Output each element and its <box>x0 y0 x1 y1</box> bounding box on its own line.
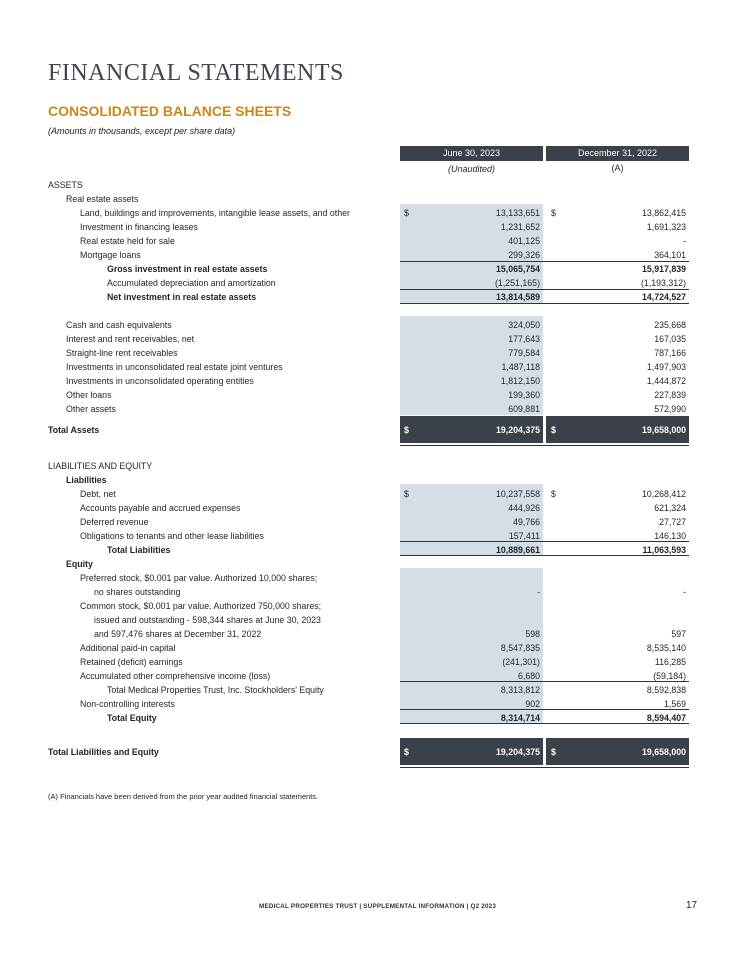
table-row <box>0 487 742 501</box>
row-label: LIABILITIES AND EQUITY <box>48 461 153 471</box>
value-dec-2022: 167,035 <box>654 334 686 344</box>
row-label: Deferred revenue <box>80 517 149 527</box>
column-sub-a: (A) <box>611 163 624 173</box>
footnote: (A) Financials have been derived from the prior year audited financial statements. <box>48 792 319 801</box>
value-june-2023: 49,766 <box>513 517 540 527</box>
table-row <box>0 318 742 332</box>
subtotal-rule <box>400 541 689 542</box>
value-dec-2022: 8,535,140 <box>646 643 686 653</box>
row-label: Investment in financing leases <box>80 222 198 232</box>
value-june-2023: 8,547,835 <box>500 643 540 653</box>
value-dec-2022: 1,444,872 <box>646 376 686 386</box>
value-dec-2022: - <box>683 236 686 246</box>
row-label: Total Liabilities <box>107 545 171 555</box>
row-label: Real estate held for sale <box>80 236 175 246</box>
row-label: Total Equity <box>107 713 157 723</box>
value-june-2023: 15,065,754 <box>495 264 540 274</box>
page-number: 17 <box>686 900 698 911</box>
table-row <box>0 192 742 206</box>
value-june-2023: 13,133,651 <box>495 208 540 218</box>
value-dec-2022: 1,569 <box>663 699 686 709</box>
row-label: Investments in unconsolidated real estate joint ventures <box>66 362 283 372</box>
table-row <box>0 613 742 627</box>
value-dec-2022: 227,839 <box>654 390 686 400</box>
units-note: (Amounts in thousands, except per share data) <box>48 126 236 136</box>
subtotal-rule <box>400 555 689 556</box>
row-label: Equity <box>66 559 93 569</box>
table-row <box>0 423 742 437</box>
value-june-2023: 1,487,118 <box>501 362 540 372</box>
value-june-2023: 598 <box>525 629 540 639</box>
value-dec-2022: 11,063,593 <box>642 545 686 555</box>
table-row <box>0 585 742 599</box>
value-dec-2022: 235,668 <box>654 320 686 330</box>
value-dec-2022: (1,193,312) <box>641 278 686 288</box>
value-june-2023: 10,889,661 <box>495 545 540 555</box>
table-row <box>0 360 742 374</box>
value-june-2023: (241,301) <box>502 657 540 667</box>
value-dec-2022: 116,285 <box>654 657 686 667</box>
row-label: Total Assets <box>48 425 100 435</box>
table-row <box>0 220 742 234</box>
table-row <box>0 346 742 360</box>
value-june-2023: - <box>537 587 540 597</box>
row-label: Gross investment in real estate assets <box>107 264 268 274</box>
value-june-2023: 177,643 <box>508 334 540 344</box>
table-row <box>0 557 742 571</box>
row-label: ASSETS <box>48 180 83 190</box>
subtotal-rule <box>400 261 689 262</box>
currency-symbol: $ <box>404 489 409 499</box>
row-label: Accumulated depreciation and amortization <box>107 278 276 288</box>
value-dec-2022: 597 <box>671 629 686 639</box>
table-row <box>0 459 742 473</box>
value-dec-2022: 15,917,839 <box>641 264 686 274</box>
value-june-2023: 199,360 <box>508 390 540 400</box>
table-row <box>0 374 742 388</box>
column-header-dec-2022: December 31, 2022 <box>546 146 689 161</box>
subtotal-rule <box>400 303 689 304</box>
table-row <box>0 655 742 669</box>
value-june-2023: 902 <box>525 699 540 709</box>
value-dec-2022: 13,862,415 <box>641 208 686 218</box>
value-dec-2022: 146,130 <box>654 531 686 541</box>
row-label: Other assets <box>66 404 116 414</box>
row-label: Accounts payable and accrued expenses <box>80 503 241 513</box>
value-june-2023: 19,204,375 <box>495 425 540 435</box>
row-label: Obligations to tenants and other lease liabilities <box>80 531 264 541</box>
double-rule <box>400 445 689 446</box>
table-row <box>0 178 742 192</box>
value-june-2023: (1,251,165) <box>495 278 540 288</box>
subtotal-rule <box>400 681 689 682</box>
page-title: FINANCIAL STATEMENTS <box>48 60 344 86</box>
row-label: Preferred stock, $0.001 par value. Authorized 10,000 shares; <box>80 573 318 583</box>
value-dec-2022: 8,592,838 <box>646 685 686 695</box>
row-label: Debt, net <box>80 489 116 499</box>
row-label: Additional paid-in capital <box>80 643 176 653</box>
subtotal-rule <box>400 709 689 710</box>
table-row <box>0 248 742 262</box>
row-label: issued and outstanding - 598,344 shares at June 30, 2023 <box>94 615 321 625</box>
value-dec-2022: - <box>683 587 686 597</box>
row-label: Net investment in real estate assets <box>107 292 257 302</box>
value-june-2023: 157,411 <box>508 531 540 541</box>
table-row <box>0 290 742 304</box>
currency-symbol: $ <box>551 747 556 757</box>
row-label: Common stock, $0.001 par value. Authorized 750,000 shares; <box>80 601 322 611</box>
table-row <box>0 627 742 641</box>
value-dec-2022: 19,658,000 <box>641 425 686 435</box>
value-dec-2022: (59,184) <box>653 671 686 681</box>
table-row <box>0 571 742 585</box>
value-dec-2022: 621,324 <box>654 503 686 513</box>
value-june-2023: 609,881 <box>508 404 540 414</box>
value-june-2023: 13,814,589 <box>495 292 540 302</box>
table-row <box>0 745 742 759</box>
table-row <box>0 515 742 529</box>
value-june-2023: 10,237,558 <box>495 489 540 499</box>
table-row <box>0 402 742 416</box>
row-label: Interest and rent receivables, net <box>66 334 195 344</box>
value-june-2023: 324,050 <box>508 320 540 330</box>
value-dec-2022: 10,268,412 <box>641 489 686 499</box>
value-june-2023: 1,812,150 <box>500 376 540 386</box>
subtotal-rule <box>400 289 689 290</box>
value-june-2023: 401,125 <box>508 236 540 246</box>
row-label: Total Liabilities and Equity <box>48 747 159 757</box>
row-label: Land, buildings and improvements, intangible lease assets, and other <box>80 208 350 218</box>
value-june-2023: 19,204,375 <box>495 747 540 757</box>
value-june-2023: 8,313,812 <box>500 685 540 695</box>
row-label: Total Medical Properties Trust, Inc. Stockholders' Equity <box>107 685 324 695</box>
subtotal-rule <box>400 723 689 724</box>
value-dec-2022: 19,658,000 <box>641 747 686 757</box>
row-label: no shares outstanding <box>94 587 181 597</box>
row-label: Mortgage loans <box>80 250 141 260</box>
table-row <box>0 501 742 515</box>
table-row <box>0 206 742 220</box>
row-label: Liabilities <box>66 475 107 485</box>
value-dec-2022: 364,101 <box>654 250 686 260</box>
column-sub-unaudited: (Unaudited) <box>447 164 496 174</box>
currency-symbol: $ <box>551 489 556 499</box>
currency-symbol: $ <box>404 747 409 757</box>
row-label: Real estate assets <box>66 194 139 204</box>
table-row <box>0 599 742 613</box>
double-rule <box>400 767 689 768</box>
table-row <box>0 388 742 402</box>
value-dec-2022: 27,727 <box>659 517 686 527</box>
value-dec-2022: 14,724,527 <box>641 292 686 302</box>
value-dec-2022: 572,990 <box>654 404 686 414</box>
table-row <box>0 276 742 290</box>
value-dec-2022: 787,166 <box>654 348 686 358</box>
row-label: Retained (deficit) earnings <box>80 657 183 667</box>
row-label: Other loans <box>66 390 112 400</box>
value-dec-2022: 8,594,407 <box>646 713 686 723</box>
value-june-2023: 1,231,652 <box>500 222 540 232</box>
row-label: Cash and cash equivalents <box>66 320 172 330</box>
value-dec-2022: 1,497,903 <box>646 362 686 372</box>
column-header-june-2023: June 30, 2023 <box>400 146 543 161</box>
value-june-2023: 299,326 <box>508 250 540 260</box>
value-dec-2022: 1,691,323 <box>646 222 686 232</box>
table-row <box>0 234 742 248</box>
currency-symbol: $ <box>551 208 556 218</box>
row-label: and 597,476 shares at December 31, 2022 <box>94 629 262 639</box>
table-row <box>0 332 742 346</box>
table-row <box>0 683 742 697</box>
row-label: Straight-line rent receivables <box>66 348 178 358</box>
value-june-2023: 779,584 <box>508 348 540 358</box>
row-label: Accumulated other comprehensive income (loss) <box>80 671 271 681</box>
section-title: CONSOLIDATED BALANCE SHEETS <box>48 103 292 119</box>
row-label: Non-controlling interests <box>80 699 175 709</box>
currency-symbol: $ <box>404 208 409 218</box>
table-row <box>0 641 742 655</box>
currency-symbol: $ <box>404 425 409 435</box>
value-june-2023: 6,680 <box>517 671 540 681</box>
row-label: Investments in unconsolidated operating entities <box>66 376 254 386</box>
value-june-2023: 444,926 <box>508 503 540 513</box>
table-row <box>0 262 742 276</box>
value-june-2023: 8,314,714 <box>500 713 540 723</box>
currency-symbol: $ <box>551 425 556 435</box>
page-footer: MEDICAL PROPERTIES TRUST | SUPPLEMENTAL INFORMATION | Q2 2023 <box>259 903 497 910</box>
table-row <box>0 473 742 487</box>
